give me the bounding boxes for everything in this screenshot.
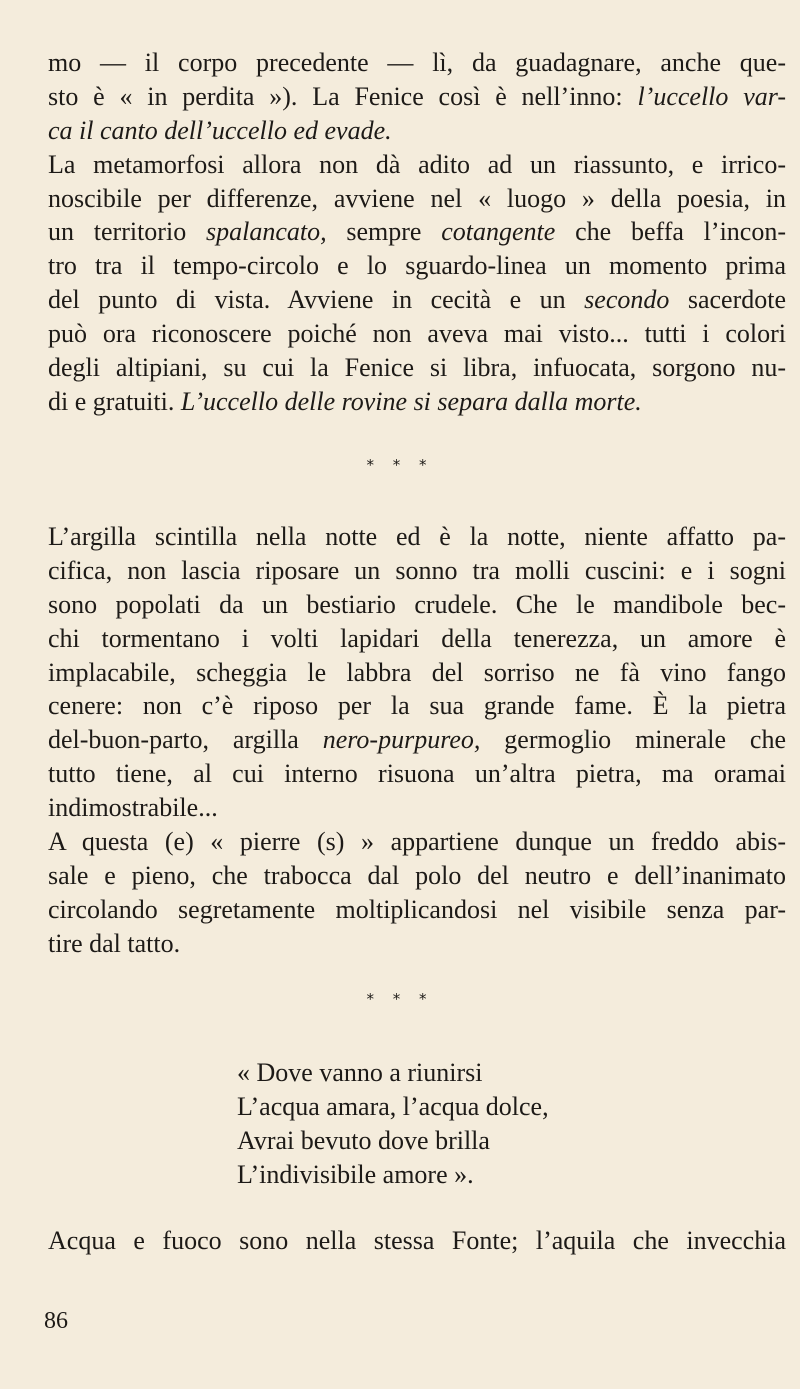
- text-run: chi tormentano i volti lapidari della tenerezza, un amore è: [48, 623, 786, 653]
- text-line: [48, 114, 786, 148]
- text-run: di e gratuiti.: [48, 386, 181, 416]
- text-line: [48, 757, 786, 791]
- text-line: [48, 182, 786, 216]
- text-line: [48, 554, 786, 588]
- text-line: [48, 385, 786, 419]
- italic-run: L’uccello delle rovine si separa dalla morte.: [180, 386, 642, 416]
- text-line: [48, 622, 786, 656]
- text-line: [48, 927, 786, 961]
- text-line: [48, 46, 786, 80]
- text-run: mo — il corpo precedente — lì, da guadagnare, anche que-: [48, 48, 786, 77]
- text-run: sto è « in perdita »). La Fenice così è nell’inno:: [48, 81, 638, 111]
- text-run: indimostrabile...: [48, 793, 218, 823]
- italic-run: secondo: [584, 285, 670, 315]
- poem-line: L’acqua amara, l’acqua dolce,: [237, 1091, 549, 1121]
- text-run: tutto tiene, al cui interno risuona un’altra pietra, ma oramai: [48, 759, 786, 789]
- text-line: [48, 283, 786, 317]
- text-line: [48, 689, 786, 723]
- text-run: del-buon-parto, argilla: [48, 725, 323, 755]
- section-separator: * * *: [366, 456, 434, 474]
- text-run: tire dal tatto.: [48, 928, 181, 958]
- italic-run: nero-purpureo,: [322, 725, 481, 755]
- text-line: [48, 317, 786, 351]
- text-run: noscibile per differenze, avviene nel « luogo » della poesia, in: [48, 183, 786, 213]
- text-line: [48, 215, 786, 249]
- text-run: tro tra il tempo-circolo e lo sguardo-linea un momento prima: [48, 251, 786, 281]
- text-run: cenere: non c’è riposo per la sua grande fame. È la pietra: [48, 691, 786, 721]
- text-line: [48, 723, 786, 757]
- text-run: Acqua e fuoco sono nella stessa Fonte; l’aquila che invecchia: [48, 1226, 786, 1255]
- text-run: sacerdote: [669, 285, 786, 315]
- text-run: del punto di vista. Avviene in cecità e un: [48, 285, 585, 315]
- poem-line: L’indivisibile amore ».: [237, 1159, 474, 1189]
- paragraph-argilla: [48, 520, 786, 961]
- page-number: 86: [44, 1308, 68, 1334]
- text-run: degli altipiani, su cui la Fenice si libra, infuocata, sorgono nu-: [48, 353, 786, 383]
- text-line: [48, 148, 786, 182]
- text-line: [48, 859, 786, 893]
- italic-run: l’uccello var-: [637, 81, 786, 111]
- text-line: [48, 791, 786, 825]
- text-line: [48, 80, 786, 114]
- text-run: un territorio: [48, 217, 206, 247]
- text-line: [48, 351, 786, 385]
- section-separator-2: * * *: [366, 990, 434, 1008]
- paragraph-phoenix: [48, 46, 786, 419]
- text-line: [48, 588, 786, 622]
- text-run: germoglio minerale che: [480, 725, 786, 755]
- text-run: che beffa l’incon-: [555, 217, 786, 247]
- text-run: circolando segretamente moltiplicandosi nel visibile senza par-: [48, 894, 786, 924]
- italic-run: cotangente: [441, 217, 556, 247]
- text-run: sono popolati da un bestiario crudele. Che le mandibole bec-: [48, 589, 786, 619]
- text-line: [48, 656, 786, 690]
- text-run: A questa (e) « pierre (s) » appartiene dunque un freddo abis-: [48, 827, 786, 857]
- text-line: [48, 825, 786, 859]
- text-run: sempre: [326, 217, 442, 247]
- italic-run: spalancato,: [205, 217, 327, 247]
- text-run: L’argilla scintilla nella notte ed è la notte, niente affatto pa-: [48, 522, 786, 551]
- text-line: [48, 893, 786, 927]
- paragraph-acqua-fuoco: [48, 1224, 786, 1258]
- poem-line: « Dove vanno a riunirsi: [237, 1058, 483, 1087]
- text-run: implacabile, scheggia le labbra del sorriso ne fà vino fango: [48, 657, 786, 687]
- poem-quote: [237, 1056, 597, 1192]
- text-line: [48, 520, 786, 554]
- text-run: sale e pieno, che trabocca dal polo del neutro e dell’inanimato: [48, 860, 786, 890]
- text-line: [48, 1224, 786, 1258]
- text-run: cifica, non lascia riposare un sonno tra molli cuscini: e i sogni: [48, 555, 786, 585]
- poem-line: Avrai bevuto dove brilla: [237, 1125, 490, 1155]
- text-run: può ora riconoscere poiché non aveva mai visto... tutti i colori: [48, 319, 786, 349]
- italic-run: ca il canto dell’uccello ed evade.: [48, 115, 392, 145]
- text-line: [48, 249, 786, 283]
- text-run: La metamorfosi allora non dà adito ad un riassunto, e irrico-: [48, 149, 786, 179]
